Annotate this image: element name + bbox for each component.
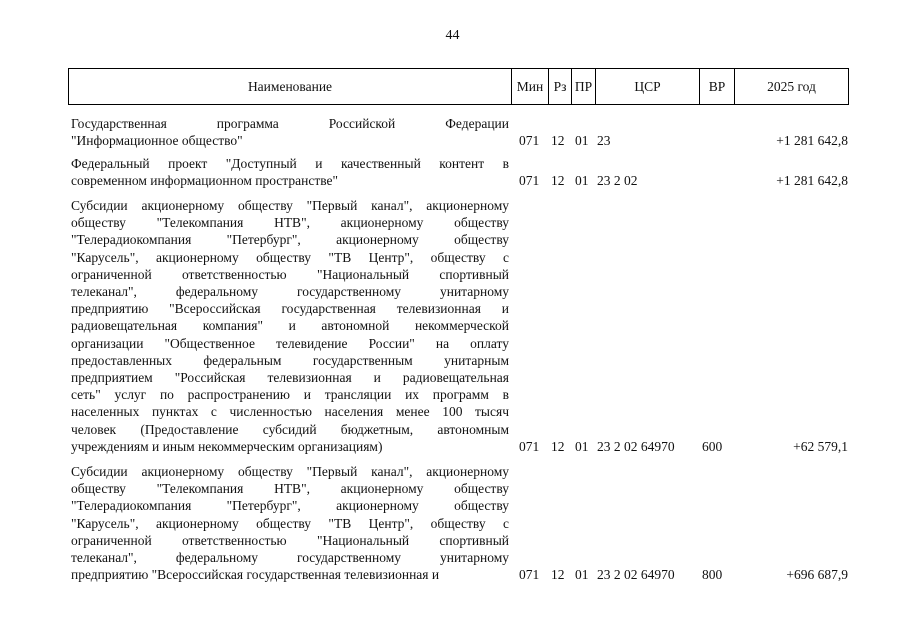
row-name-line: предприятию "Всероссийская государственная телевизионная и xyxy=(71,567,440,583)
row-pr: 01 xyxy=(575,438,589,454)
row-name-line: предприятию "Всероссийская государственная телевизионная и xyxy=(71,301,509,317)
row-name-line: радиовещательная компания" и автономной некоммерческой xyxy=(71,318,509,334)
row-name-line: населенных пунктах с численностью населения менее 100 тысяч xyxy=(71,404,509,420)
row-pr: 01 xyxy=(575,567,589,583)
row-rz: 12 xyxy=(551,133,565,149)
row-name xyxy=(71,197,509,455)
row-pr: 01 xyxy=(575,173,589,189)
row-name-line: ограниченной ответственностью "Национальный спортивный xyxy=(71,532,509,548)
row-name-line: обществу "Телекомпания НТВ", акционерному обществу xyxy=(71,481,509,497)
row-name-line: Субсидии акционерному обществу "Первый канал", акционерному xyxy=(71,198,509,213)
row-name-line: телеканал", федеральному государственному унитарному xyxy=(71,284,509,300)
row-vr: 800 xyxy=(702,567,723,583)
row-name-line: предоставленных федеральным государственным унитарным xyxy=(71,352,509,368)
header-year: 2025 год xyxy=(734,69,848,104)
row-vr: 600 xyxy=(702,438,723,454)
row-name-line: обществу "Телекомпания НТВ", акционерному обществу xyxy=(71,215,509,231)
row-name-line: "Карусель", акционерному обществу "ТВ Центр", обществу с xyxy=(71,515,509,531)
row-name-line: предприятием "Российская телевизионная и радиовещательная xyxy=(71,370,509,386)
row-csr: 23 2 02 64970 xyxy=(597,438,675,454)
row-name-line: ограниченной ответственностью "Национальный спортивный xyxy=(71,266,509,282)
table-header xyxy=(68,68,849,105)
row-amount: +696 687,9 xyxy=(786,567,848,583)
row-name-line: "Карусель", акционерному обществу "ТВ Центр", обществу с xyxy=(71,249,509,265)
row-amount: +1 281 642,8 xyxy=(776,173,848,189)
header-pr: ПР xyxy=(571,69,595,104)
row-min: 071 xyxy=(519,133,540,149)
header-min: Мин xyxy=(511,69,548,104)
row-min: 071 xyxy=(519,173,540,189)
header-rz: Рз xyxy=(548,69,571,104)
row-name-line: организации "Общественное телевидение России" на оплату xyxy=(71,335,509,351)
row-min: 071 xyxy=(519,567,540,583)
row-csr: 23 2 02 xyxy=(597,173,638,189)
row-rz: 12 xyxy=(551,567,565,583)
row-name-line: современном информационном пространстве" xyxy=(71,173,339,189)
row-csr: 23 xyxy=(597,133,611,149)
row-name-line: человек (Предоставление субсидий бюджетным, автономным xyxy=(71,421,509,437)
row-amount: +62 579,1 xyxy=(793,438,848,454)
row-name xyxy=(71,463,509,583)
row-name xyxy=(71,155,509,189)
row-name-line: Субсидии акционерному обществу "Первый канал", акционерному xyxy=(71,464,509,479)
row-name-line: "Телерадиокомпания "Петербург", акционерному обществу xyxy=(71,232,509,248)
header-vr: ВР xyxy=(699,69,734,104)
row-name-line: сеть" услуг по распространению и трансляции их программ в xyxy=(71,387,509,403)
row-name-line: телеканал", федеральному государственному унитарному xyxy=(71,550,509,566)
row-name-line: "Телерадиокомпания "Петербург", акционерному обществу xyxy=(71,498,509,514)
row-pr: 01 xyxy=(575,133,589,149)
row-name-line: Государственная программа Российской Федерации xyxy=(71,116,509,131)
header-name: Наименование xyxy=(247,78,333,94)
row-name xyxy=(71,115,509,149)
row-name-line: Федеральный проект "Доступный и качественный контент в xyxy=(71,156,509,171)
row-rz: 12 xyxy=(551,438,565,454)
header-csr: ЦСР xyxy=(595,69,699,104)
row-name-line: учреждениям и иным некоммерческим организациям) xyxy=(71,438,383,454)
row-csr: 23 2 02 64970 xyxy=(597,567,675,583)
page-number: 44 xyxy=(445,28,460,43)
row-amount: +1 281 642,8 xyxy=(776,133,848,149)
row-min: 071 xyxy=(519,438,540,454)
row-rz: 12 xyxy=(551,173,565,189)
row-name-line: "Информационное общество" xyxy=(71,133,243,149)
